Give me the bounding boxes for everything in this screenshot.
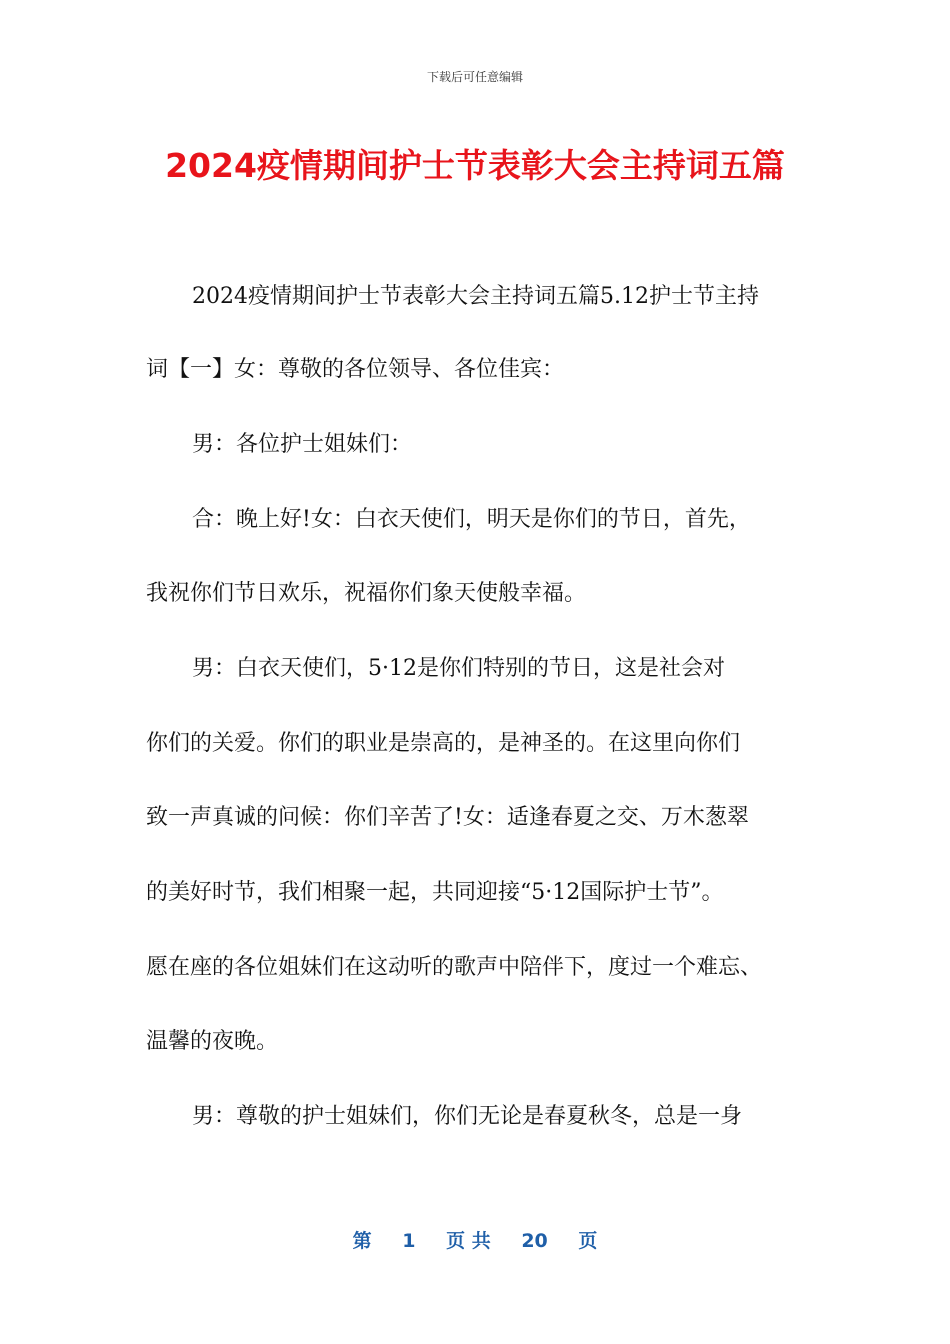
footer-middle: 页 共 (446, 1230, 491, 1252)
paragraph-line: 我祝你们节日欢乐，祝福你们象天使般幸福。 (146, 581, 587, 606)
page-footer (0, 1226, 950, 1253)
paragraph-line: 男：白衣天使们，5·12是你们特别的节日，这是社会对 (192, 656, 725, 681)
footer-page-number: 1 (402, 1230, 416, 1252)
paragraph-line: 合：晚上好!女：白衣天使们，明天是你们的节日，首先， (192, 507, 751, 532)
paragraph-line: 你们的关爱。你们的职业是崇高的，是神圣的。在这里向你们 (146, 731, 741, 756)
paragraph-line: 男：尊敬的护士姐妹们，你们无论是春夏秋冬，总是一身 (192, 1104, 743, 1129)
paragraph-line: 愿在座的各位姐妹们在这动听的歌声中陪伴下，度过一个难忘、 (146, 955, 763, 980)
document-title: 2024疫情期间护士节表彰大会主持词五篇 (165, 146, 785, 185)
footer-suffix: 页 (578, 1230, 598, 1252)
paragraph-line: 2024疫情期间护士节表彰大会主持词五篇5.12护士节主持 (192, 284, 759, 309)
paragraph-line: 词【一】女：尊敬的各位领导、各位佳宾： (146, 357, 565, 382)
footer-total-pages: 20 (521, 1230, 548, 1252)
paragraph-line: 男：各位护士姐妹们： (192, 432, 413, 457)
header-note: 下载后可任意编辑 (426, 70, 523, 84)
paragraph-line: 致一声真诚的问候：你们辛苦了!女：适逢春夏之交、万木葱翠 (146, 805, 749, 830)
paragraph-line: 的美好时节，我们相聚一起，共同迎接“5·12国际护士节”。 (146, 880, 724, 905)
footer-prefix: 第 (352, 1230, 372, 1252)
paragraph-line: 温馨的夜晚。 (146, 1029, 279, 1054)
